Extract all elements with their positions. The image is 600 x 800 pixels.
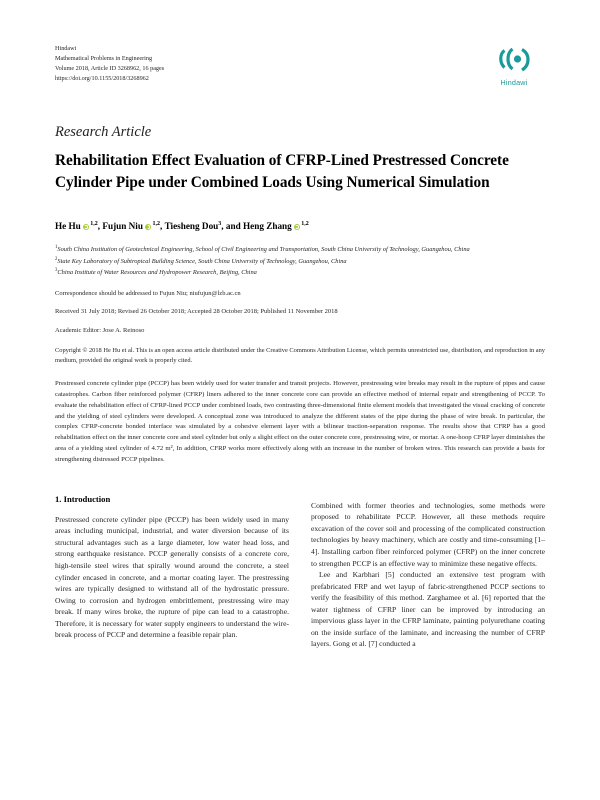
affiliation-marker: 2 (55, 256, 58, 262)
author-separator: , and (221, 221, 243, 232)
orcid-icon[interactable] (145, 224, 152, 231)
page-title: Rehabilitation Effect Evaluation of CFRP-Lined Prestressed Concrete Cylinder Pipe under Combined Loads Using Numerical Simulation (55, 152, 509, 191)
doi-link[interactable]: https://doi.org/10.1155/2018/3268962 (55, 75, 149, 83)
journal-info (55, 44, 164, 84)
author-affiliation-marker: 1,2 (90, 221, 98, 228)
affiliation-text: China Institute of Water Resources and Hydropower Research, Beijing, China (57, 269, 257, 277)
affiliation-list (55, 244, 545, 279)
paragraph: Lee and Karbhari [5] conducted an extensive test program with prefabricated FRP and wet layup of fabric-strengthened PCCP sections to verify the feasibility of this method. Zarghamee et al. [6] reported that the water tightness of CFRP liner can be improved by introducing an impervious glass layer in the CFRP laminate, painting polyurethane coating on the inside surface of the laminate, and increasing the number of CFRP layers. Gong et al. [7] conducted a (311, 570, 545, 649)
orcid-icon[interactable] (83, 224, 90, 231)
volume-line: Volume 2018, Article ID 3268962, 16 pages (55, 65, 165, 73)
orcid-icon[interactable] (294, 224, 301, 231)
author-list (55, 220, 545, 233)
correspondence-line: Correspondence should be addressed to Fujun Niu; niufujun@lzb.ac.cn (55, 289, 241, 297)
affiliation-marker: 1 (55, 245, 58, 251)
publication-dates: Received 31 July 2018; Revised 26 October 2018; Accepted 28 October 2018; Published 11 November 2018 (55, 307, 338, 315)
body-columns (55, 500, 545, 664)
author-affiliation-marker: 3 (218, 221, 222, 228)
article-type: Research Article (55, 124, 152, 140)
journal-name: Mathematical Problems in Engineering (55, 55, 153, 63)
affiliation-item (55, 256, 545, 268)
hindawi-logo (483, 44, 545, 87)
author-affiliation-marker: 1,2 (152, 221, 160, 228)
abstract-text: Prestressed concrete cylinder pipe (PCCP) has been widely used for water transfer and transit projects. However, prestressing wire breaks may result in the rupture of pipes and cause catastrophes. Carbon fiber reinforced polymer (CFRP) liners adhered to the inner concrete core can provide an effective method of internal repair and strengthening of PCCP. To evaluate the rehabilitation effect of CFRP-lined PCCP under combined loads, two contrasting three-dimensional finite element models that investigated the visual cracking of concrete and the yielding of steel cylinders were developed. A conceptual zone was introduced to analyze the different states of the pipe during the phase of wire break. In particular, the complex CFRP-concrete bonded interface was simulated by a cohesive element layer with a bilinear traction-separation response. The results show that CFRP has a good rehabilitation effect on the inner concrete core and steel cylinder but only a slight effect on the outer concrete core, prestressing wire, or mortar. A one-hoop CFRP layer diminishes the area of a yielding steel cylinder of 4.72 m², In addition, CFRP works more effectively along with an increase in the number of broken wires. This research can provide a basis for strengthening distressed PCCP pipelines. (55, 380, 545, 463)
body-column-right (311, 500, 545, 650)
author-name: He Hu (55, 221, 81, 232)
masthead (55, 44, 545, 87)
paper-content (55, 44, 545, 664)
paragraph: Prestressed concrete cylinder pipe (PCCP) has been widely used in many areas including municipal, industrial, and water diversion because of its structural advantages such as a large diameter, low water head loss, and strong earthquake resistance. PCCP generally consists of a concrete core, high-tensile steel wires that spirally wound around the concrete, a steel cylinder encased in concrete, and a mortar coating layer. The prestressing wires are typically designed to withstand all of the hydrostatic pressure. Owing to corrosion and hydrogen embrittlement, prestressing wire may break. If many wires broke, the rupture of pipe can lead to a catastrophe. Therefore, it is necessary for water supply engineers to understand the wire-break process of PCCP and determine a feasible repair plan. (55, 514, 289, 640)
author-separator: , (97, 221, 103, 232)
paragraph: Combined with former theories and technologies, some methods were proposed to rehabilitate PCCP. However, all these methods require excavation of the cover soil and processing of the complicated construction technologies by heavy machinery, which are costly and time-consuming [1–4]. Installing carbon fiber reinforced polymer (CFRP) on the inner concrete to strengthen PCCP is an effective way to minimize these negative effects. (311, 500, 545, 568)
author-affiliation-marker: 1,2 (301, 221, 309, 228)
hindawi-logo-wordmark: Hindawi (500, 78, 528, 87)
author-name: Heng Zhang (243, 221, 292, 232)
author-name: Fujun Niu (102, 221, 143, 232)
publisher-name: Hindawi (55, 45, 77, 52)
copyright-notice: Copyright © 2018 He Hu et al. This is an open access article distributed under the Creative Commons Attribution License, which permits unrestricted use, distribution, and reproduction in any medium, provided the original work is properly cited. (55, 346, 545, 364)
affiliation-marker: 3 (55, 268, 58, 274)
affiliation-item (55, 267, 545, 279)
section-heading-introduction: 1. Introduction (55, 493, 111, 504)
body-column-left (55, 514, 289, 664)
academic-editor: Academic Editor: Jose A. Reinoso (55, 326, 145, 334)
affiliation-item (55, 244, 545, 256)
author-name: Tiesheng Dou (164, 221, 219, 232)
hindawi-logo-icon (497, 46, 531, 76)
affiliation-text: State Key Laboratory of Subtropical Building Science, South China University of Technology, Guangzhou, China (57, 258, 347, 265)
author-separator: , (159, 221, 165, 232)
affiliation-text: South China Institution of Geotechnical Engineering, School of Civil Engineering and Transportation, South China University of Technology, Guangzhou, China (57, 246, 470, 254)
